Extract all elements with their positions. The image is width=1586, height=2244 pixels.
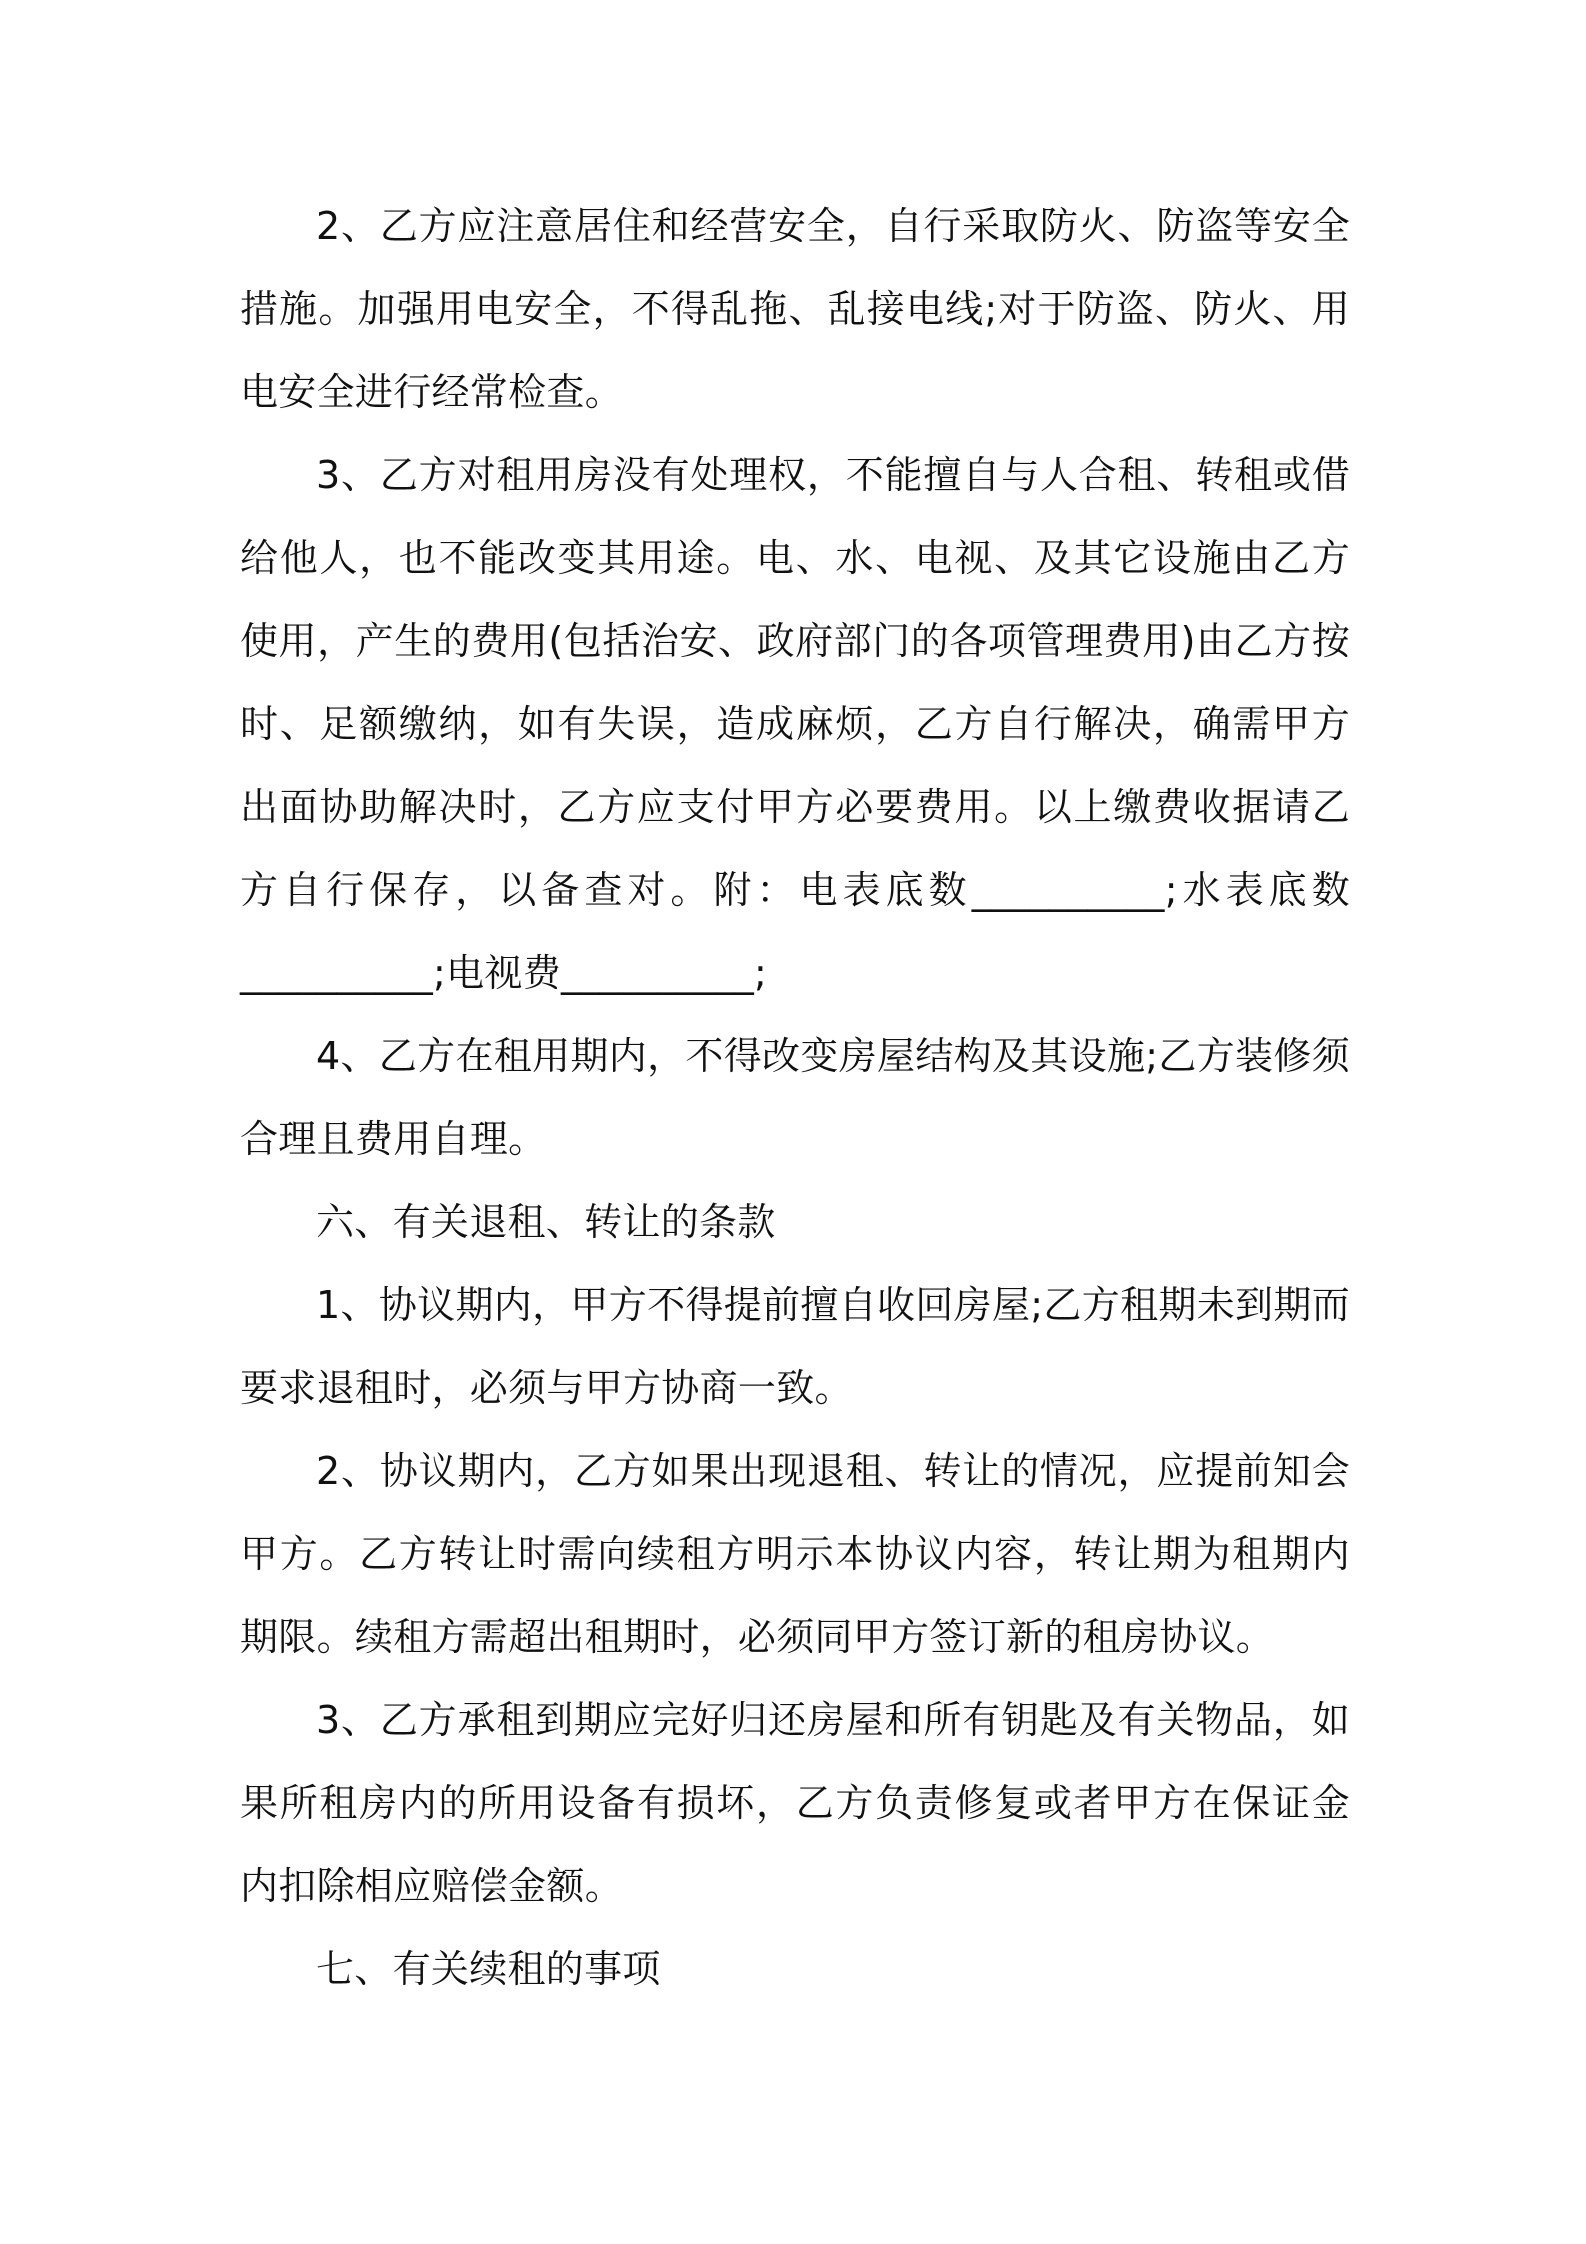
clause-paragraph: 3、乙方承租到期应完好归还房屋和所有钥匙及有关物品，如果所租房内的所用设备有损坏，乙方负责修复或者甲方在保证金内扣除相应赔偿金额。: [240, 1698, 1350, 1908]
clause-paragraph: 3、乙方对租用房没有处理权，不能擅自与人合租、转租或借给他人，也不能改变其用途。电、水、电视、及其它设施由乙方使用，产生的费用(包括治安、政府部门的各项管理费用)由乙方按时、足额缴纳，如有失误，造成麻烦，乙方自行解决，确需甲方出面协助解决时，乙方应支付甲方必要费用。以上缴费收据请乙方自行保存，以备查对。附：电表底数__________;水表底数__________;电视费__________;: [240, 453, 1350, 995]
clause-paragraph: 1、协议期内，甲方不得提前擅自收回房屋;乙方租期未到期而要求退租时，必须与甲方协商一致。: [240, 1283, 1350, 1410]
section-heading: 七、有关续租的事项: [316, 1947, 661, 1991]
clause-paragraph: 2、乙方应注意居住和经营安全，自行采取防火、防盗等安全措施。加强用电安全，不得乱拖、乱接电线;对于防盗、防火、用电安全进行经常检查。: [240, 204, 1350, 414]
clause-paragraph: 2、协议期内，乙方如果出现退租、转让的情况，应提前知会甲方。乙方转让时需向续租方明示本协议内容，转让期为租期内期限。续租方需超出租期时，必须同甲方签订新的租房协议。: [240, 1449, 1350, 1659]
document-body: [240, 185, 1350, 2011]
section-heading: 六、有关退租、转让的条款: [316, 1200, 776, 1244]
clause-paragraph: 4、乙方在租用期内，不得改变房屋结构及其设施;乙方装修须合理且费用自理。: [240, 1034, 1350, 1161]
